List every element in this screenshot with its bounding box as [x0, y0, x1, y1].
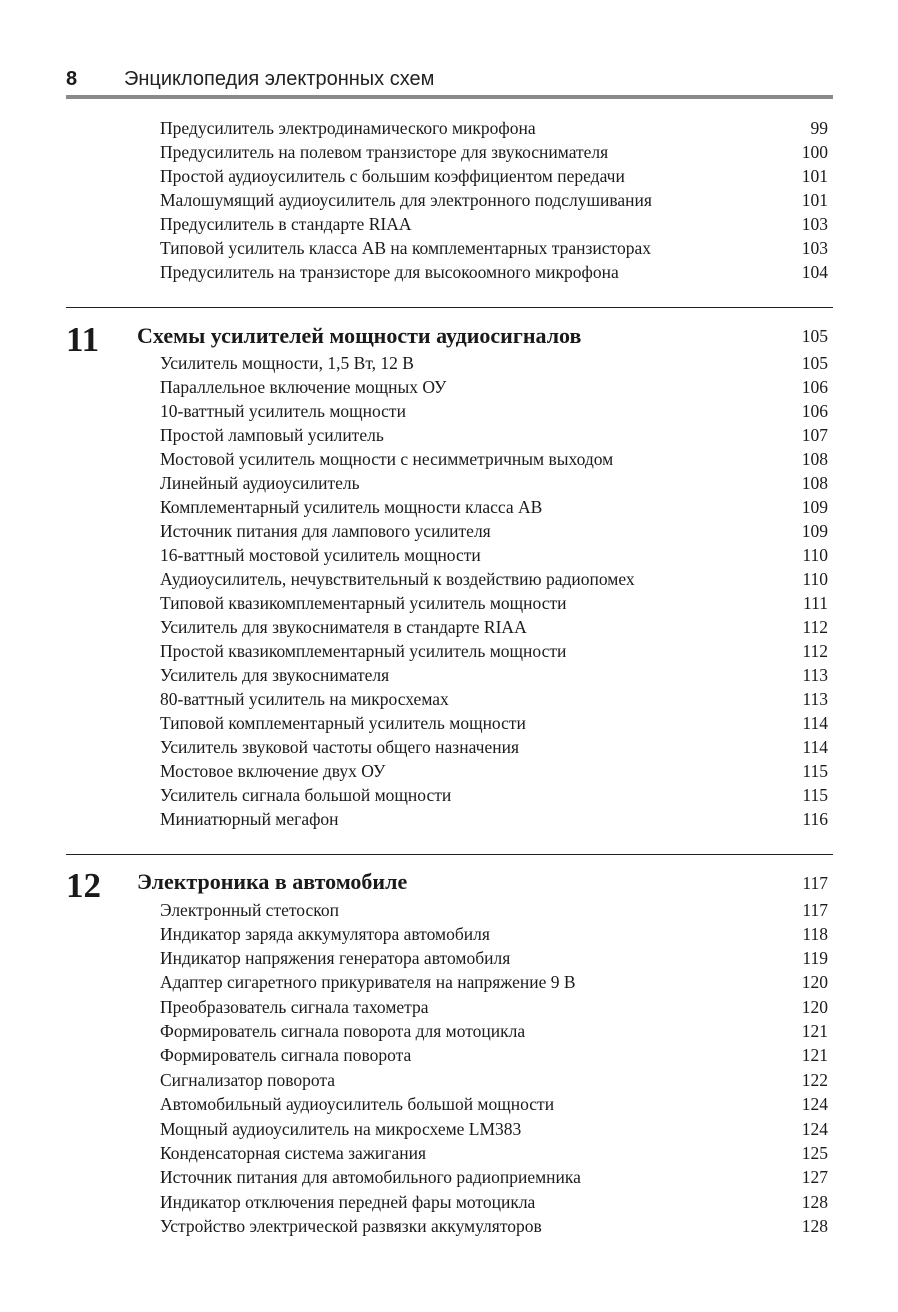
entry-title: Индикатор напряжения генератора автомобиля [160, 948, 511, 968]
entry-title: Предусилитель на полевом транзисторе для звукоснимателя [160, 142, 609, 162]
toc-entry [160, 615, 828, 639]
entry-page: 120 [801, 972, 828, 992]
entry-title: Типовой усилитель класса АВ на комплементарных транзисторах [160, 238, 651, 258]
entry-page: 109 [801, 521, 828, 541]
entry-page: 124 [801, 1119, 828, 1139]
entry-title: Предусилитель на транзисторе для высокоомного микрофона [160, 262, 619, 282]
toc-entry [160, 898, 828, 922]
entry-title: Комплементарный усилитель мощности класса АВ [160, 497, 543, 517]
entry-title: Усилитель для звукоснимателя в стандарте RIAA [160, 617, 527, 637]
toc-entry [160, 1214, 828, 1238]
toc-entry [160, 687, 828, 711]
entry-page: 106 [801, 401, 828, 421]
section-rule [66, 307, 833, 308]
entry-title: Мостовой усилитель мощности с несимметричным выходом [160, 449, 614, 469]
entry-page: 107 [801, 425, 828, 445]
toc-entry [160, 1141, 828, 1165]
entry-page: 114 [802, 737, 828, 757]
entry-page: 105 [801, 353, 828, 373]
toc-entry [160, 447, 828, 471]
toc-entry [160, 164, 828, 188]
toc-entry [160, 807, 828, 831]
toc-entry [160, 1117, 828, 1141]
entry-page: 121 [801, 1021, 828, 1041]
entry-page: 112 [802, 617, 828, 637]
toc-entry [160, 1165, 828, 1189]
entry-title: Индикатор отключения передней фары мотоцикла [160, 1192, 536, 1212]
entry-page: 121 [801, 1045, 828, 1065]
entry-page: 101 [801, 166, 828, 186]
entry-page: 110 [802, 569, 828, 589]
entry-title: Электронный стетоскоп [160, 900, 339, 920]
entry-title: Устройство электрической развязки аккумуляторов [160, 1216, 542, 1236]
toc-entry [160, 567, 828, 591]
entry-page: 103 [801, 214, 828, 234]
toc-entry [160, 140, 828, 164]
entry-title: Простой аудиоусилитель с большим коэффициентом передачи [160, 166, 625, 186]
entry-title: Простой ламповый усилитель [160, 425, 384, 445]
entry-page: 115 [802, 785, 828, 805]
entry-page: 117 [802, 900, 828, 920]
entry-title: Усилитель звуковой частоты общего назначения [160, 737, 519, 757]
entry-page: 128 [801, 1216, 828, 1236]
toc-entry [160, 543, 828, 567]
toc-entry [160, 188, 828, 212]
toc-entry [160, 783, 828, 807]
entry-title: Преобразователь сигнала тахометра [160, 997, 429, 1017]
entry-title: Конденсаторная система зажигания [160, 1143, 426, 1163]
chapter-title: Схемы усилителей мощности аудиосигналов [137, 323, 582, 348]
entry-title: Предусилитель в стандарте RIAA [160, 214, 412, 234]
entry-page: 103 [801, 238, 828, 258]
entry-title: Миниатюрный мегафон [160, 809, 339, 829]
toc-entry [160, 471, 828, 495]
chapter-number: 11 [66, 320, 100, 359]
entry-page: 128 [801, 1192, 828, 1212]
entry-page: 124 [801, 1094, 828, 1114]
toc-entry [160, 236, 828, 260]
toc-entry [160, 1068, 828, 1092]
chapter-page: 105 [801, 326, 828, 346]
entry-page: 127 [801, 1167, 828, 1187]
toc-entry [160, 970, 828, 994]
toc-entry [160, 423, 828, 447]
entry-title: Простой квазикомплементарный усилитель мощности [160, 641, 567, 661]
running-header [66, 66, 833, 96]
entry-page: 104 [801, 262, 828, 282]
toc-entry [160, 495, 828, 519]
entry-title: Мощный аудиоусилитель на микросхеме LM383 [160, 1119, 522, 1139]
entry-page: 108 [801, 473, 828, 493]
toc-entry [160, 711, 828, 735]
entry-title: Усилитель мощности, 1,5 Вт, 12 В [160, 353, 414, 373]
entry-page: 114 [802, 713, 828, 733]
toc-entry [160, 399, 828, 423]
entry-title: Аудиоусилитель, нечувствительный к воздействию радиопомех [160, 569, 635, 589]
toc-entry [160, 1092, 828, 1116]
entry-page: 100 [801, 142, 828, 162]
toc-entry [160, 351, 828, 375]
toc-entry [160, 759, 828, 783]
entry-page: 108 [801, 449, 828, 469]
toc-entry [160, 375, 828, 399]
entry-page: 116 [802, 809, 828, 829]
entry-title: Типовой квазикомплементарный усилитель мощности [160, 593, 567, 613]
toc-entry [160, 995, 828, 1019]
entry-title: Сигнализатор поворота [160, 1070, 336, 1090]
entry-title: Адаптер сигаретного прикуривателя на напряжение 9 В [160, 972, 576, 992]
entry-title: Источник питания для автомобильного радиоприемника [160, 1167, 581, 1187]
toc-entry [160, 1043, 828, 1067]
entry-title: 16-ваттный мостовой усилитель мощности [160, 545, 481, 565]
toc-entry [160, 946, 828, 970]
header-rule [66, 95, 833, 99]
toc-entry [160, 591, 828, 615]
entry-page: 119 [802, 948, 828, 968]
section-rule [66, 854, 833, 855]
entry-page: 118 [802, 924, 828, 944]
entry-page: 109 [801, 497, 828, 517]
book-title: Энциклопедия электронных схем [124, 68, 435, 90]
entry-page: 101 [801, 190, 828, 210]
entry-title: Малошумящий аудиоусилитель для электронного подслушивания [160, 190, 652, 210]
entry-page: 111 [803, 593, 828, 613]
chapter-page: 117 [802, 873, 828, 893]
entry-title: 80-ваттный усилитель на микросхемах [160, 689, 449, 709]
toc-entry [160, 1190, 828, 1214]
entry-title: Формирователь сигнала поворота [160, 1045, 412, 1065]
toc-entry [160, 212, 828, 236]
entry-page: 113 [802, 665, 828, 685]
entry-title: Линейный аудиоусилитель [160, 473, 360, 493]
chapter-number: 12 [66, 866, 101, 905]
entry-page: 110 [802, 545, 828, 565]
chapter-title: Электроника в автомобиле [137, 869, 408, 894]
toc-entry [160, 116, 828, 140]
toc-entry [160, 260, 828, 284]
entry-title: Мостовое включение двух ОУ [160, 761, 386, 781]
entry-title: Автомобильный аудиоусилитель большой мощности [160, 1094, 555, 1114]
toc-entry [160, 1019, 828, 1043]
entry-title: Индикатор заряда аккумулятора автомобиля [160, 924, 490, 944]
entry-title: Параллельное включение мощных ОУ [160, 377, 447, 397]
entry-page: 99 [810, 118, 828, 138]
entry-title: Усилитель для звукоснимателя [160, 665, 390, 685]
entry-title: Усилитель сигнала большой мощности [160, 785, 452, 805]
entry-page: 106 [801, 377, 828, 397]
toc-entry [160, 735, 828, 759]
toc-entry [160, 663, 828, 687]
entry-page: 112 [802, 641, 828, 661]
entry-title: Формирователь сигнала поворота для мотоцикла [160, 1021, 526, 1041]
entry-page: 125 [801, 1143, 828, 1163]
entry-page: 115 [802, 761, 828, 781]
entry-title: Типовой комплементарный усилитель мощности [160, 713, 526, 733]
entry-page: 122 [801, 1070, 828, 1090]
toc-entry [160, 922, 828, 946]
toc-entry [160, 519, 828, 543]
entry-page: 113 [802, 689, 828, 709]
entry-title: 10-ваттный усилитель мощности [160, 401, 406, 421]
toc-entry [160, 639, 828, 663]
page-number: 8 [66, 68, 78, 90]
entry-title: Предусилитель электродинамического микрофона [160, 118, 536, 138]
entry-title: Источник питания для лампового усилителя [160, 521, 491, 541]
entry-page: 120 [801, 997, 828, 1017]
